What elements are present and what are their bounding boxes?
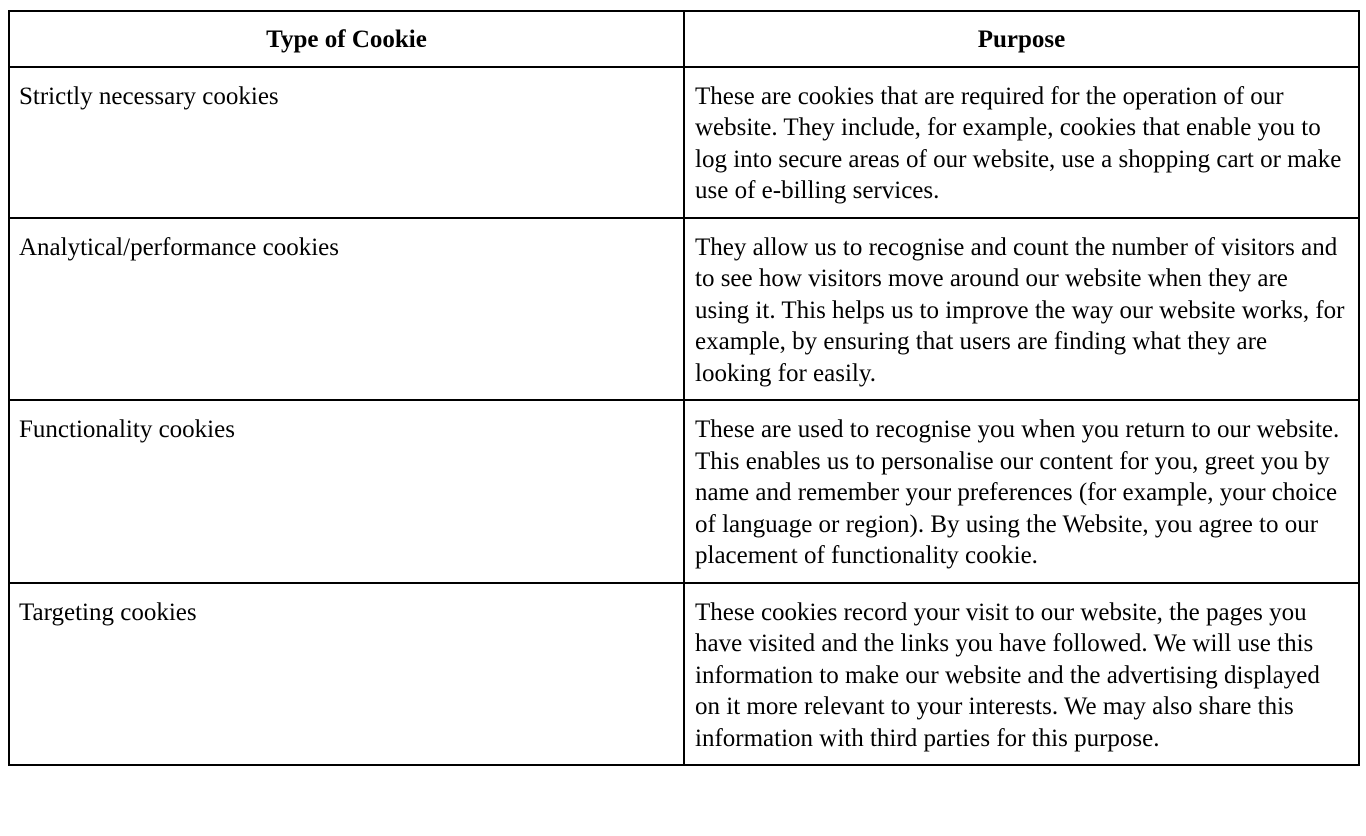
table-row-analytical-performance bbox=[9, 218, 1359, 401]
cookie-purpose-cell: These cookies record your visit to our website, the pages you have visited and the links you have followed. We will use this information to make our website and the advertising displayed on it more relevant to your interests. We may also share this information with third parties for this purpose. bbox=[684, 583, 1359, 766]
header-type-of-cookie: Type of Cookie bbox=[9, 11, 684, 67]
cookie-type-cell: Targeting cookies bbox=[9, 583, 684, 766]
table-row-strictly-necessary bbox=[9, 67, 1359, 218]
cookie-type-cell: Functionality cookies bbox=[9, 400, 684, 583]
cookie-type-cell: Analytical/performance cookies bbox=[9, 218, 684, 401]
table-body bbox=[9, 67, 1359, 766]
table-row-targeting bbox=[9, 583, 1359, 766]
cookie-type-cell: Strictly necessary cookies bbox=[9, 67, 684, 218]
header-purpose: Purpose bbox=[684, 11, 1359, 67]
cookie-table bbox=[8, 10, 1360, 766]
header-row bbox=[9, 11, 1359, 67]
cookie-purpose-cell: They allow us to recognise and count the number of visitors and to see how visitors move around our website when they are using it. This helps us to improve the way our website works, for example, by ensuring that users are finding what they are looking for easily. bbox=[684, 218, 1359, 401]
table-row-functionality bbox=[9, 400, 1359, 583]
cookie-purpose-cell: These are used to recognise you when you return to our website. This enables us to personalise our content for you, greet you by name and remember your preferences (for example, your choice of language or region). By using the Website, you agree to our placement of functionality cookie. bbox=[684, 400, 1359, 583]
cookie-purpose-cell: These are cookies that are required for the operation of our website. They include, for example, cookies that enable you to log into secure areas of our website, use a shopping cart or make use of e-billing services. bbox=[684, 67, 1359, 218]
table-header bbox=[9, 11, 1359, 67]
